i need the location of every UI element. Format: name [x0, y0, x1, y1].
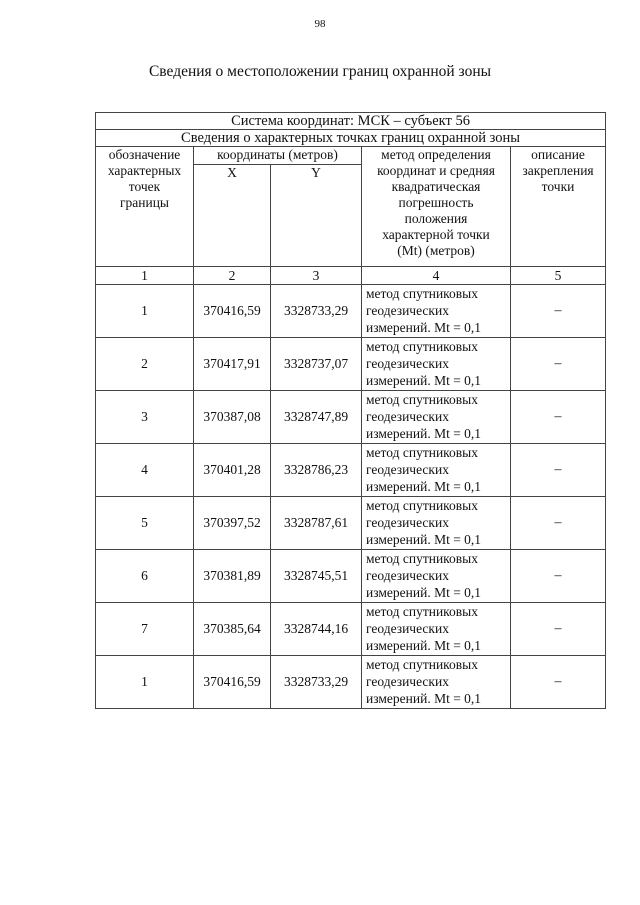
page-number: 98 — [314, 18, 326, 30]
method-text — [366, 391, 510, 442]
y-coordinate-cell: 3328744,16 — [271, 603, 362, 656]
header-description — [511, 147, 606, 267]
method-line: измерений. Mt = 0,1 — [366, 585, 482, 600]
point-number-cell: 4 — [96, 444, 194, 497]
mark-description-cell: – — [511, 444, 606, 497]
y-coordinate-cell: 3328747,89 — [271, 391, 362, 444]
x-coordinate-cell: 370387,08 — [194, 391, 271, 444]
method-line: измерений. Mt = 0,1 — [366, 479, 482, 494]
header-designation-line: границы — [119, 195, 170, 210]
header-designation-line: характерных — [107, 163, 182, 178]
method-line: измерений. Mt = 0,1 — [366, 638, 482, 653]
column-numbers-row — [96, 267, 606, 285]
header-coordinates: координаты (метров) — [194, 147, 362, 165]
x-coordinate-cell: 370385,64 — [194, 603, 271, 656]
column-number: 5 — [511, 267, 606, 285]
method-text — [366, 550, 510, 601]
point-number-cell: 3 — [96, 391, 194, 444]
mark-description-cell: – — [511, 285, 606, 338]
method-cell — [362, 497, 511, 550]
table-row — [96, 603, 606, 656]
header-method — [362, 147, 511, 267]
mark-description-cell: – — [511, 603, 606, 656]
header-description-line: точки — [541, 179, 575, 194]
method-text — [366, 444, 510, 495]
method-line: геодезических — [366, 621, 449, 636]
header-method-line: погрешность — [398, 195, 474, 210]
method-line: геодезических — [366, 515, 449, 530]
method-line: геодезических — [366, 568, 449, 583]
table-row — [96, 656, 606, 709]
table-row — [96, 391, 606, 444]
point-number-cell: 2 — [96, 338, 194, 391]
method-line: измерений. Mt = 0,1 — [366, 320, 482, 335]
mark-description-cell: – — [511, 656, 606, 709]
document-title: Сведения о местоположении границ охранной зоны — [148, 63, 492, 80]
method-line: геодезических — [366, 409, 449, 424]
y-coordinate-cell: 3328733,29 — [271, 656, 362, 709]
table-row — [96, 338, 606, 391]
table-body — [96, 113, 606, 709]
point-number-cell: 6 — [96, 550, 194, 603]
method-line: геодезических — [366, 356, 449, 371]
column-number: 2 — [194, 267, 271, 285]
header-x: X — [194, 165, 271, 267]
x-coordinate-cell: 370416,59 — [194, 656, 271, 709]
y-coordinate-cell: 3328737,07 — [271, 338, 362, 391]
mark-description-cell: – — [511, 497, 606, 550]
header-description-line: описание — [531, 147, 585, 162]
y-coordinate-cell: 3328787,61 — [271, 497, 362, 550]
point-number-cell: 5 — [96, 497, 194, 550]
method-text — [366, 285, 510, 336]
method-line: измерений. Mt = 0,1 — [366, 532, 482, 547]
column-number: 4 — [362, 267, 511, 285]
table-row — [96, 497, 606, 550]
method-cell — [362, 338, 511, 391]
method-line: метод спутниковых — [366, 286, 478, 301]
header-method-line: характерной точки — [382, 227, 490, 242]
method-cell — [362, 656, 511, 709]
x-coordinate-cell: 370401,28 — [194, 444, 271, 497]
section-title-row — [96, 130, 606, 147]
header-description-line: закрепления — [522, 163, 594, 178]
coord-system-label: Система координат: МСК – субъект 56 — [96, 113, 606, 130]
method-line: метод спутниковых — [366, 657, 478, 672]
method-line: измерений. Mt = 0,1 — [366, 373, 482, 388]
header-method-line: (Mt) (метров) — [397, 243, 475, 258]
method-text — [366, 603, 510, 654]
x-coordinate-cell: 370381,89 — [194, 550, 271, 603]
table-row — [96, 550, 606, 603]
method-text — [366, 497, 510, 548]
mark-description-cell: – — [511, 391, 606, 444]
section-title-label: Сведения о характерных точках границ охранной зоны — [96, 130, 606, 147]
header-designation — [96, 147, 194, 267]
header-method-line: координат и средняя — [377, 163, 495, 178]
header-method-line: метод определения — [381, 147, 491, 162]
method-line: измерений. Mt = 0,1 — [366, 426, 482, 441]
method-cell — [362, 603, 511, 656]
coord-system-row — [96, 113, 606, 130]
method-cell — [362, 285, 511, 338]
method-line: метод спутниковых — [366, 551, 478, 566]
point-number-cell: 7 — [96, 603, 194, 656]
method-line: метод спутниковых — [366, 392, 478, 407]
method-line: геодезических — [366, 674, 449, 689]
table-row — [96, 285, 606, 338]
header-method-line: квадратическая — [391, 179, 481, 194]
table-row — [96, 444, 606, 497]
y-coordinate-cell: 3328786,23 — [271, 444, 362, 497]
header-designation-line: точек — [128, 179, 161, 194]
mark-description-cell: – — [511, 550, 606, 603]
y-coordinate-cell: 3328745,51 — [271, 550, 362, 603]
header-method-line: положения — [404, 211, 468, 226]
header-designation-line: обозначение — [108, 147, 181, 162]
method-line: геодезических — [366, 462, 449, 477]
method-text — [366, 338, 510, 389]
x-coordinate-cell: 370416,59 — [194, 285, 271, 338]
column-number: 3 — [271, 267, 362, 285]
method-line: метод спутниковых — [366, 339, 478, 354]
method-line: метод спутниковых — [366, 604, 478, 619]
point-number-cell: 1 — [96, 656, 194, 709]
method-line: геодезических — [366, 303, 449, 318]
method-line: метод спутниковых — [366, 445, 478, 460]
method-cell — [362, 444, 511, 497]
column-number: 1 — [96, 267, 194, 285]
boundary-points-table — [95, 112, 606, 709]
method-cell — [362, 550, 511, 603]
x-coordinate-cell: 370397,52 — [194, 497, 271, 550]
method-line: метод спутниковых — [366, 498, 478, 513]
point-number-cell: 1 — [96, 285, 194, 338]
header-row — [96, 147, 606, 165]
mark-description-cell: – — [511, 338, 606, 391]
header-y: Y — [271, 165, 362, 267]
x-coordinate-cell: 370417,91 — [194, 338, 271, 391]
y-coordinate-cell: 3328733,29 — [271, 285, 362, 338]
method-text — [366, 656, 510, 707]
method-line: измерений. Mt = 0,1 — [366, 691, 482, 706]
method-cell — [362, 391, 511, 444]
